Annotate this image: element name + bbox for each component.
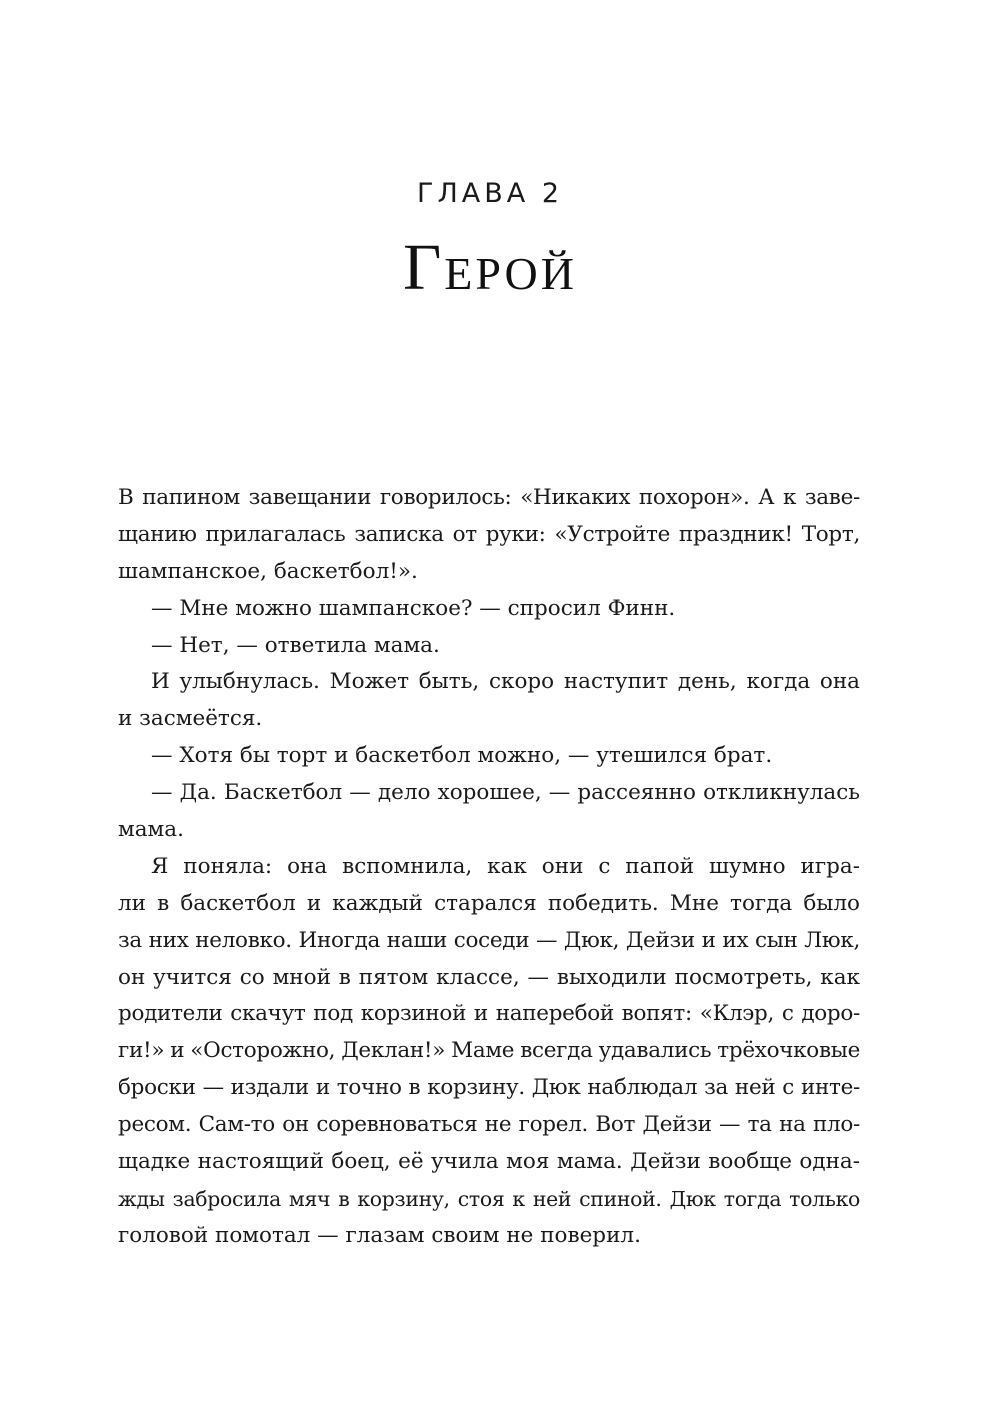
text-line: он учится со мной в пятом классе, — выходили посмотреть, как — [118, 964, 860, 990]
text-line: И улыбнулась. Может быть, скоро наступит день, когда она — [151, 669, 860, 695]
chapter-number: ГЛАВА 2 — [417, 178, 563, 209]
text-line: родители скачут под корзиной и наперебой вопят: «Клэр, с доро- — [118, 1001, 860, 1027]
chapter-title: Герой — [403, 231, 577, 304]
body-text — [118, 480, 860, 1255]
text-line: щадке настоящий боец, её учила моя мама. Дейзи вообще одна- — [118, 1149, 860, 1175]
text-line: мама. — [118, 817, 184, 843]
text-line: за них неловко. Иногда наши соседи — Дюк, Дейзи и их сын Люк, — [118, 927, 860, 953]
text-line: шампанское, баскетбол!». — [118, 558, 418, 584]
text-line: Я поняла: она вспомнила, как они с папой шумно игра- — [151, 853, 860, 879]
text-line: — Мне можно шампанское? — спросил Финн. — [151, 595, 676, 621]
text-line: — Хотя бы торт и баскетбол можно, — утешился брат. — [151, 743, 773, 769]
text-line: ли в баскетбол и каждый старался победить. Мне тогда было — [118, 890, 860, 916]
text-line: и засмеётся. — [118, 706, 263, 732]
text-line: ги!» и «Осторожно, Деклан!» Маме всегда удавались трёхочковые — [118, 1038, 860, 1064]
text-line: — Нет, — ответила мама. — [151, 632, 440, 658]
text-line: — Да. Баскетбол — дело хорошее, — рассеянно откликнулась — [151, 780, 860, 806]
text-line: жды забросила мяч в корзину, стоя к ней спиной. Дюк тогда только — [118, 1186, 860, 1211]
text-line: броски — издали и точно в корзину. Дюк наблюдал за ней с инте- — [118, 1075, 860, 1101]
text-line: головой помотал — глазам своим не поверил. — [118, 1222, 641, 1248]
text-line: В папином завещании говорилось: «Никаких похорон». А к заве- — [118, 485, 860, 510]
text-line: щанию прилагалась записка от руки: «Устройте праздник! Торт, — [118, 521, 860, 547]
text-line: ресом. Сам-то он соревноваться не горел. Вот Дейзи — та на пло- — [118, 1112, 860, 1138]
